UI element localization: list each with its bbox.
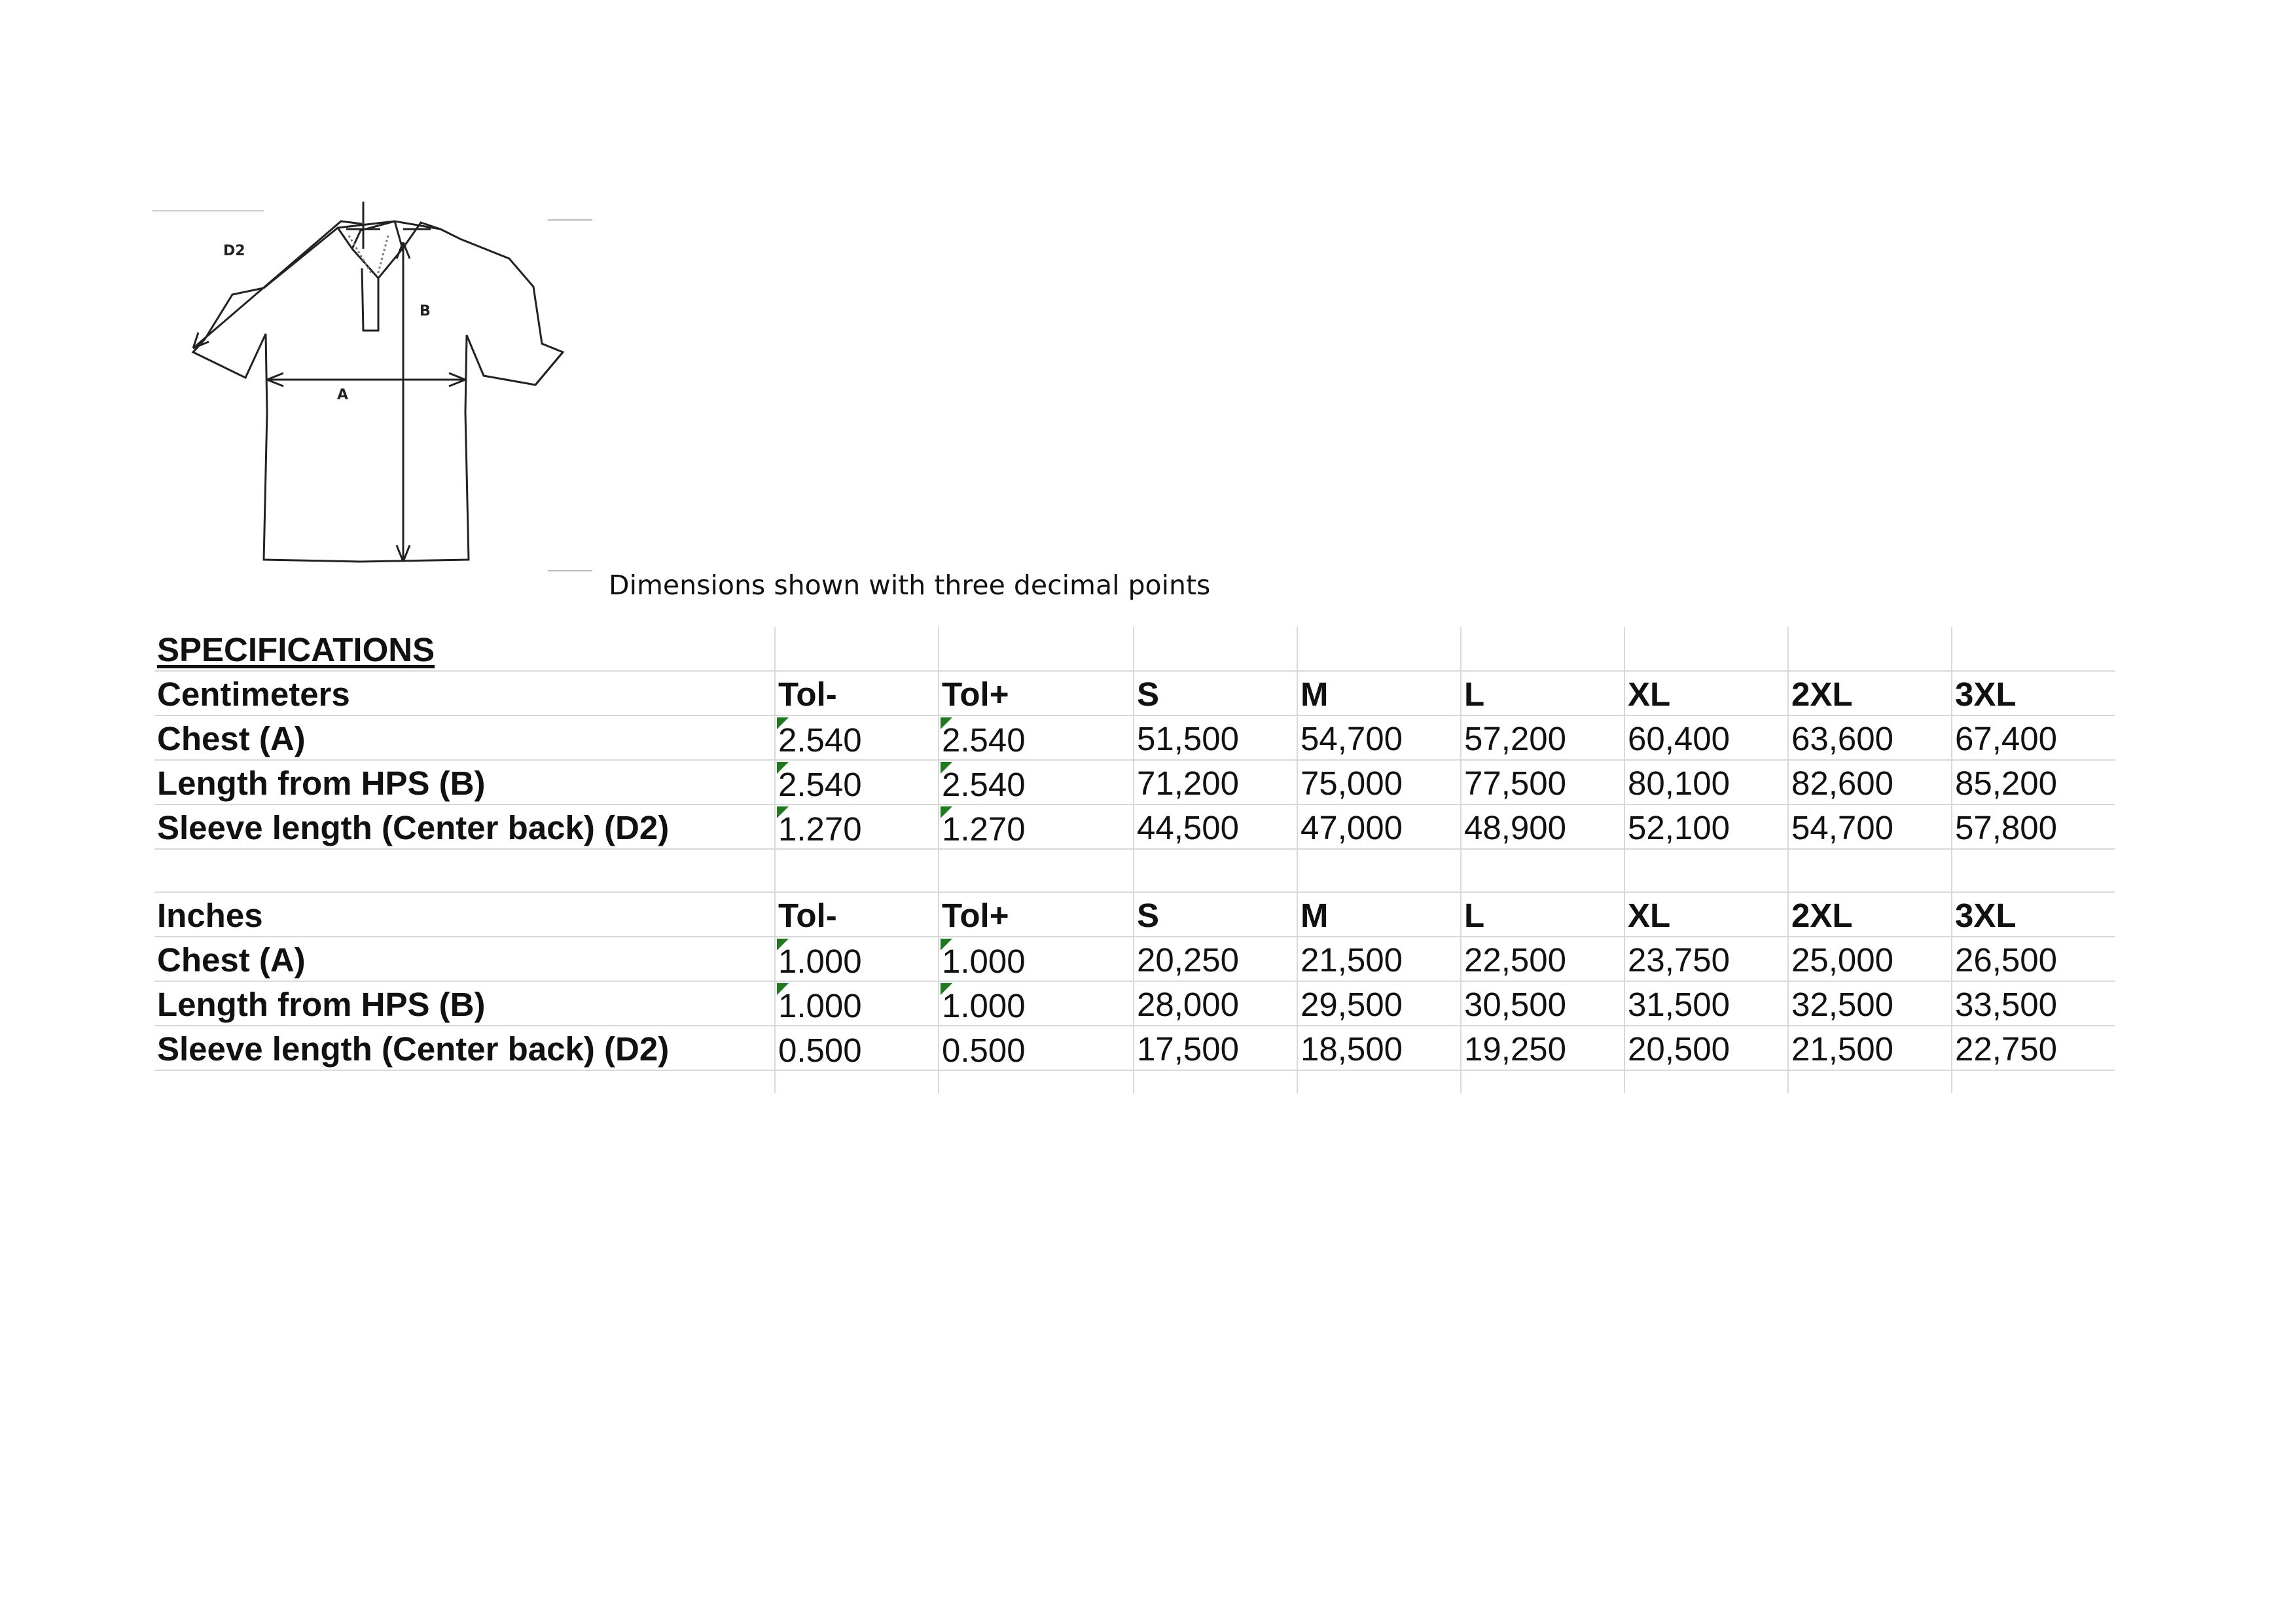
table-row <box>154 715 2115 760</box>
column-header: M <box>1297 892 1461 937</box>
table-row <box>154 1026 2115 1070</box>
cell-value: 1.270 <box>778 810 862 848</box>
column-header: L <box>1461 892 1624 937</box>
column-header: 2XL <box>1788 892 1952 937</box>
size-value-cell: 47,000 <box>1297 804 1461 849</box>
tail-row <box>154 1070 2115 1093</box>
size-value-cell: 82,600 <box>1788 760 1952 804</box>
tol-minus-cell <box>775 1026 939 1070</box>
cell-value: 1.000 <box>942 943 1026 980</box>
column-header: Tol+ <box>939 892 1134 937</box>
table-row <box>154 804 2115 849</box>
column-header: Tol+ <box>939 671 1134 715</box>
size-value-cell: 17,500 <box>1134 1026 1297 1070</box>
decimal-note: Dimensions shown with three decimal points <box>609 569 1211 601</box>
row-label: Chest (A) <box>154 937 775 981</box>
specifications-sheet <box>154 627 2115 1093</box>
size-value-cell: 22,500 <box>1461 937 1624 981</box>
cell-value: 2.540 <box>942 721 1026 759</box>
tol-minus-cell <box>775 981 939 1026</box>
spacer-row <box>154 849 2115 892</box>
column-header: M <box>1297 671 1461 715</box>
column-header: Tol- <box>775 892 939 937</box>
cell-value: 2.540 <box>778 766 862 803</box>
cell-value: 1.000 <box>778 987 862 1024</box>
diagram-label-b: B <box>420 303 431 319</box>
column-header: L <box>1461 671 1624 715</box>
cell-value: 1.270 <box>942 810 1026 848</box>
cell-value: 2.540 <box>778 721 862 759</box>
row-label: Sleeve length (Center back) (D2) <box>154 804 775 849</box>
cell-value: 2.540 <box>942 766 1026 803</box>
size-value-cell: 54,700 <box>1297 715 1461 760</box>
column-header: 3XL <box>1952 892 2115 937</box>
size-value-cell: 51,500 <box>1134 715 1297 760</box>
specifications-title: SPECIFICATIONS <box>154 627 775 671</box>
tol-plus-cell <box>939 937 1134 981</box>
diagram-label-d2: D2 <box>223 243 245 259</box>
size-value-cell: 67,400 <box>1952 715 2115 760</box>
size-value-cell: 26,500 <box>1952 937 2115 981</box>
size-value-cell: 77,500 <box>1461 760 1624 804</box>
size-value-cell: 22,750 <box>1952 1026 2115 1070</box>
column-header: XL <box>1624 671 1788 715</box>
tol-minus-cell <box>775 937 939 981</box>
tol-plus-cell <box>939 1026 1134 1070</box>
size-value-cell: 20,500 <box>1624 1026 1788 1070</box>
tol-plus-cell <box>939 715 1134 760</box>
table-row <box>154 760 2115 804</box>
polo-shirt-diagram <box>152 190 611 583</box>
tol-minus-cell <box>775 760 939 804</box>
cell-value: 1.000 <box>942 987 1026 1024</box>
cell-value: 0.500 <box>778 1032 862 1069</box>
size-value-cell: 23,750 <box>1624 937 1788 981</box>
size-value-cell: 32,500 <box>1788 981 1952 1026</box>
unit-label: Inches <box>154 892 775 937</box>
size-value-cell: 48,900 <box>1461 804 1624 849</box>
size-value-cell: 57,800 <box>1952 804 2115 849</box>
diagram-label-a: A <box>337 387 349 403</box>
size-value-cell: 60,400 <box>1624 715 1788 760</box>
tol-plus-cell <box>939 760 1134 804</box>
section-header-row <box>154 892 2115 937</box>
size-value-cell: 52,100 <box>1624 804 1788 849</box>
size-value-cell: 57,200 <box>1461 715 1624 760</box>
cell-value: 0.500 <box>942 1032 1026 1069</box>
specifications-table <box>154 627 2115 1093</box>
size-value-cell: 18,500 <box>1297 1026 1461 1070</box>
row-label: Chest (A) <box>154 715 775 760</box>
tol-minus-cell <box>775 804 939 849</box>
tol-plus-cell <box>939 981 1134 1026</box>
size-value-cell: 33,500 <box>1952 981 2115 1026</box>
column-header: S <box>1134 892 1297 937</box>
size-value-cell: 71,200 <box>1134 760 1297 804</box>
size-value-cell: 63,600 <box>1788 715 1952 760</box>
size-value-cell: 19,250 <box>1461 1026 1624 1070</box>
size-value-cell: 54,700 <box>1788 804 1952 849</box>
size-value-cell: 85,200 <box>1952 760 2115 804</box>
tol-minus-cell <box>775 715 939 760</box>
size-value-cell: 44,500 <box>1134 804 1297 849</box>
size-value-cell: 31,500 <box>1624 981 1788 1026</box>
size-value-cell: 28,000 <box>1134 981 1297 1026</box>
size-value-cell: 21,500 <box>1788 1026 1952 1070</box>
row-label: Length from HPS (B) <box>154 981 775 1026</box>
table-row <box>154 981 2115 1026</box>
size-value-cell: 20,250 <box>1134 937 1297 981</box>
size-value-cell: 25,000 <box>1788 937 1952 981</box>
polo-shirt-drawing <box>152 190 611 583</box>
column-header: XL <box>1624 892 1788 937</box>
size-value-cell: 30,500 <box>1461 981 1624 1026</box>
size-value-cell: 75,000 <box>1297 760 1461 804</box>
unit-label: Centimeters <box>154 671 775 715</box>
title-row <box>154 627 2115 671</box>
size-value-cell: 21,500 <box>1297 937 1461 981</box>
column-header: 3XL <box>1952 671 2115 715</box>
column-header: S <box>1134 671 1297 715</box>
column-header: Tol- <box>775 671 939 715</box>
column-header: 2XL <box>1788 671 1952 715</box>
row-label: Length from HPS (B) <box>154 760 775 804</box>
row-label: Sleeve length (Center back) (D2) <box>154 1026 775 1070</box>
size-value-cell: 29,500 <box>1297 981 1461 1026</box>
cell-value: 1.000 <box>778 943 862 980</box>
section-header-row <box>154 671 2115 715</box>
table-row <box>154 937 2115 981</box>
size-value-cell: 80,100 <box>1624 760 1788 804</box>
tol-plus-cell <box>939 804 1134 849</box>
